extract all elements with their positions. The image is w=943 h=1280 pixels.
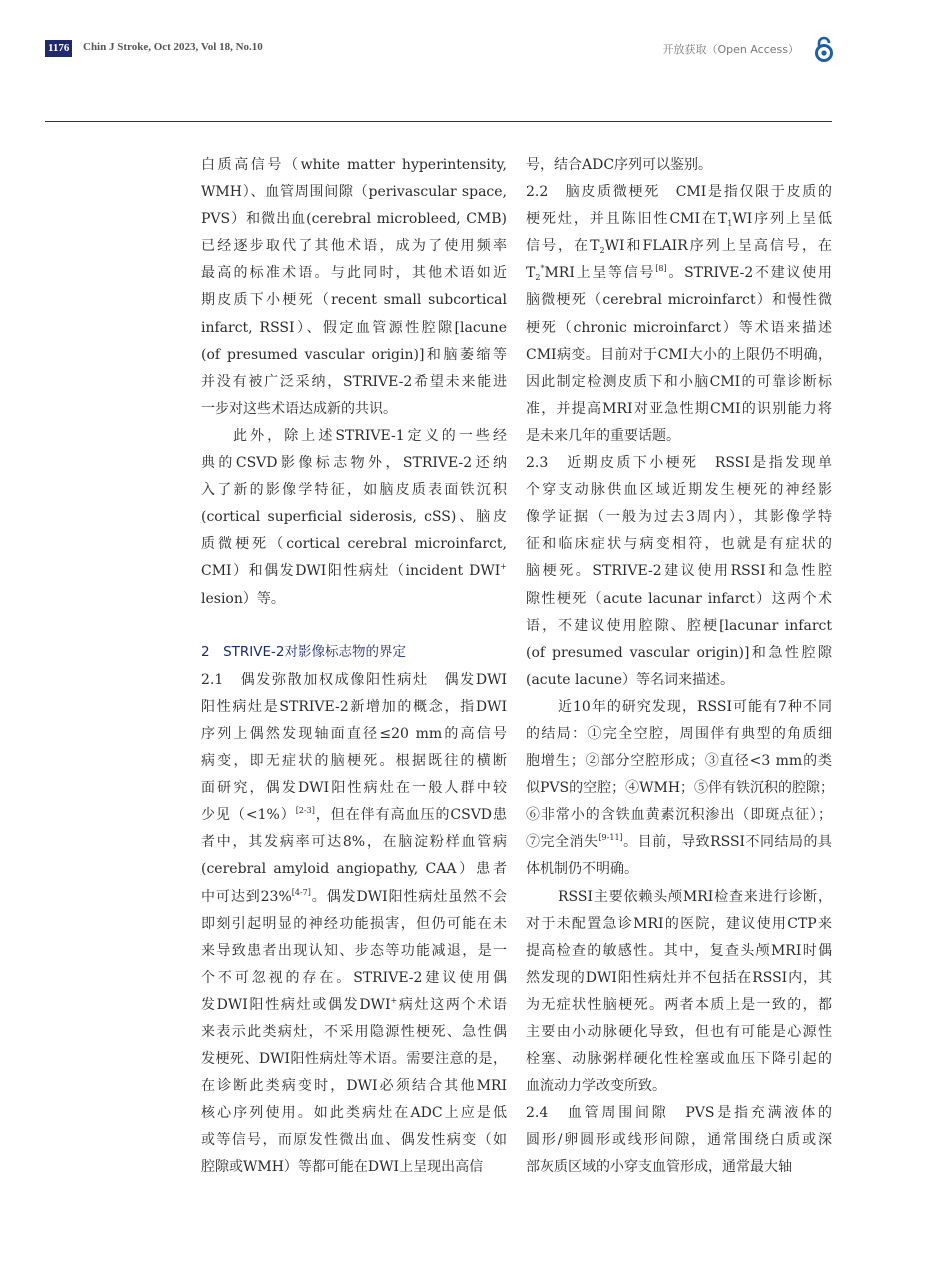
journal-citation: Chin J Stroke, Oct 2023, Vol 18, No.10	[83, 41, 263, 53]
text-line	[201, 369, 507, 396]
text-run: infarct, RSSI）、假定血管源性腔隙[lacune	[201, 319, 507, 336]
text-line	[526, 1073, 832, 1100]
text-run: 然发现的DWI阳性病灶并不包括在RSSI内，其	[526, 969, 832, 986]
text-run: 体机制仍不明确。	[526, 861, 638, 878]
text-line	[526, 152, 832, 179]
text-line	[201, 423, 507, 450]
text-line	[201, 856, 507, 883]
text-run: 似PVS的空腔；④WMH；⑤伴有铁沉积的腔隙；	[526, 780, 835, 797]
text-run: CMI）和偶发DWI阳性病灶（incident DWI	[201, 563, 501, 580]
text-line	[526, 287, 832, 314]
text-line	[526, 1127, 832, 1154]
text-run: 对于未配置急诊MRI的医院，建议使用CTP来	[526, 915, 832, 932]
text-line	[201, 287, 507, 314]
text-run: 来表示此类病灶，不采用隐源性梗死、急性偶	[201, 1024, 507, 1040]
text-run: 准，并提高MRI对亚急性期CMI的识别能力将	[526, 400, 832, 417]
text-run: 白质高信号（white matter hyperintensity,	[201, 157, 507, 173]
text-run: 因此制定检测皮质下和小脑CMI的可靠诊断标	[526, 373, 832, 390]
text-run: 阳性病灶是STRIVE-2新增加的概念，指DWI	[201, 698, 507, 715]
text-run: (of presumed vascular origin)]和脑萎缩等	[201, 346, 507, 363]
text-line	[201, 1046, 507, 1073]
text-run: 或等信号，而原发性微出血、偶发性病变（如	[201, 1132, 507, 1149]
text-run: CMI病变。目前对于CMI大小的上限仍不明确，	[526, 346, 832, 363]
text-run: ⑦完全消失	[526, 834, 599, 851]
text-run: 提高检查的敏感性。其中，复查头颅MRI时偶	[526, 942, 832, 959]
text-line	[526, 531, 832, 558]
text-line	[526, 694, 832, 721]
text-line	[201, 1127, 507, 1154]
text-run: MRI上呈等信号	[544, 265, 656, 282]
text-line	[201, 260, 507, 287]
text-line	[526, 856, 832, 883]
text-line	[201, 694, 507, 721]
text-run: 已经逐步取代了其他术语，成为了使用频率	[201, 238, 507, 255]
text-line	[526, 369, 832, 396]
superscript: [4-7]	[291, 887, 311, 897]
open-access-label: 开放获取（Open Access）	[662, 43, 799, 56]
text-line	[201, 1073, 507, 1100]
open-access-lock-icon	[813, 36, 835, 62]
text-run: 序列上偶然发现轴面直径≤20 mm的高信号	[201, 725, 507, 742]
page-header	[45, 36, 835, 62]
text-line	[526, 1046, 832, 1073]
superscript: [9-11]	[598, 833, 623, 843]
text-line	[201, 558, 507, 585]
text-run: 部灰质区域的小穿支血管形成，通常最大轴	[526, 1159, 792, 1176]
text-line	[201, 179, 507, 206]
text-run: 发梗死、DWI阳性病灶等术语。需要注意的是，	[201, 1051, 507, 1068]
paragraph-gap	[201, 613, 507, 640]
text-run: 号，结合ADC序列可以鉴别。	[526, 157, 713, 173]
text-line	[526, 1100, 832, 1127]
text-line	[526, 260, 832, 287]
text-run: 核心序列使用。如此类病灶在ADC上应是低	[201, 1105, 507, 1122]
text-line	[526, 586, 832, 613]
text-run: 入了新的影像学特征，如脑皮质表面铁沉积	[201, 482, 507, 499]
text-line	[201, 667, 507, 694]
text-run: 并没有被广泛采纳，STRIVE-2希望未来能进	[201, 373, 507, 390]
text-line	[201, 965, 507, 992]
text-run: 在诊断此类病变时，DWI必须结合其他MRI	[201, 1078, 507, 1095]
text-line	[526, 775, 835, 802]
text-run: 隙性梗死（acute lacunar infarct）这两个术	[526, 590, 832, 607]
text-line	[526, 613, 832, 640]
text-line	[526, 965, 832, 992]
text-run: 个不可忽视的存在。STRIVE-2建议使用偶	[201, 969, 507, 986]
text-line	[526, 233, 832, 260]
text-run: 脑微梗死（cerebral microinfarct）和慢性微	[526, 292, 832, 309]
text-run: 。目前，导致RSSI不同结局的具	[622, 834, 832, 851]
text-run: 梗死灶，并且陈旧性CMI在T	[526, 211, 728, 228]
text-run: WMH）、血管周围间隙（perivascular space,	[201, 184, 507, 201]
text-line	[526, 748, 832, 775]
text-line	[201, 233, 507, 260]
text-run: 为无症状性脑梗死。两者本质上是一致的，都	[526, 996, 832, 1013]
text-line	[201, 342, 507, 369]
text-run: (cerebral amyloid angiopathy, CAA）患者	[201, 861, 507, 878]
text-line	[201, 992, 507, 1019]
superscript: +	[390, 995, 398, 1005]
text-line	[526, 884, 832, 911]
text-line	[526, 477, 832, 504]
right-text-column	[526, 152, 835, 1182]
text-run: 的结局：①完全空腔，周围伴有典型的角质细	[526, 725, 832, 742]
text-run: 即刻引起明显的神经功能损害，但仍可能在未	[201, 915, 507, 932]
text-line	[526, 206, 832, 233]
text-line	[201, 396, 507, 423]
text-line	[201, 884, 507, 911]
text-line	[526, 558, 832, 585]
text-run: 个穿支动脉供血区域近期发生梗死的神经影	[526, 482, 832, 499]
text-run: WI和FLAIR序列上呈高信号，在	[604, 238, 832, 255]
subscript: 2	[535, 273, 541, 283]
text-run: 信号，在T	[526, 238, 600, 255]
text-run: WI序列上呈低	[732, 211, 833, 228]
text-run: lesion）等。	[201, 590, 285, 607]
text-line	[201, 938, 507, 965]
text-run: T	[526, 265, 536, 282]
text-line	[201, 1019, 507, 1046]
text-run: 来导致患者出现认知、步态等功能减退，是一	[201, 942, 507, 959]
text-run: 典的CSVD影像标志物外，STRIVE-2还纳	[201, 455, 507, 472]
text-line	[201, 152, 507, 179]
text-run: 脑梗死。STRIVE-2建议使用RSSI和急性腔	[526, 563, 832, 580]
text-run: 2.1 偶发弥散加权成像阳性病灶 偶发DWI	[201, 671, 507, 688]
text-run: 。STRIVE-2不建议使用	[666, 265, 832, 282]
text-run: 。偶发DWI阳性病灶虽然不会	[310, 888, 507, 905]
text-line	[526, 721, 832, 748]
text-line	[526, 342, 832, 369]
text-line	[201, 586, 507, 613]
text-run: 者中，其发病率可达8%，在脑淀粉样血管病	[201, 834, 507, 851]
text-line	[201, 829, 507, 856]
text-line	[526, 423, 832, 450]
text-run: 中可达到23%	[201, 888, 292, 905]
text-line	[201, 531, 507, 558]
subscript: 2	[599, 246, 605, 256]
superscript: [2-3]	[295, 806, 315, 816]
text-run: 病灶这两个术语	[397, 996, 507, 1013]
text-run: (acute lacune）等名词来描述。	[526, 671, 735, 688]
text-run: 2.4 血管周围间隙 PVS是指充满液体的	[526, 1105, 832, 1122]
text-line	[201, 748, 507, 775]
text-line	[526, 640, 832, 667]
text-line	[201, 911, 507, 938]
superscript: *	[540, 264, 545, 274]
text-line	[201, 206, 507, 233]
text-line	[526, 802, 832, 829]
text-line	[201, 1100, 507, 1127]
text-line	[526, 315, 832, 342]
text-run: 胞增生；②部分空腔形成；③直径<3 mm的类	[526, 753, 832, 770]
text-run: 近10年的研究发现，RSSI可能有7种不同	[558, 698, 832, 715]
text-run: 发DWI阳性病灶或偶发DWI	[201, 996, 391, 1013]
text-run: 最高的标准术语。与此同时，其他术语如近	[201, 265, 507, 282]
page-number: 1176	[45, 40, 72, 57]
text-run: 征和临床症状与病变相符，也就是有症状的	[526, 536, 832, 553]
text-line	[526, 504, 832, 531]
text-run: 梗死（chronic microinfarct）等术语来描述	[526, 319, 832, 336]
text-line	[526, 938, 832, 965]
text-run: 期皮质下小梗死（recent small subcortical	[201, 292, 507, 309]
text-run: 此外，除上述STRIVE-1定义的一些经	[233, 427, 507, 444]
text-line	[526, 667, 832, 694]
text-run: 圆形/卵圆形或线形间隙，通常围绕白质或深	[526, 1132, 832, 1149]
text-line	[526, 1019, 832, 1046]
text-run: 栓塞、动脉粥样硬化性栓塞或血压下降引起的	[526, 1051, 832, 1068]
text-line	[201, 477, 507, 504]
text-run: 病变，即无症状的脑梗死。根据既往的横断	[201, 753, 507, 770]
superscript: +	[500, 562, 507, 572]
text-run: 主要由小动脉硬化导致，但也有可能是心源性	[526, 1024, 832, 1040]
superscript: [8]	[655, 264, 667, 274]
header-divider	[45, 121, 832, 122]
text-line	[526, 992, 832, 1019]
text-run: 2 STRIVE-2对影像标志物的界定	[201, 643, 406, 660]
text-run: ⑥非常小的含铁血黄素沉积渗出（即斑点征）；	[526, 807, 832, 824]
text-line	[526, 179, 832, 206]
text-run: 是未来几年的重要话题。	[526, 427, 680, 444]
text-line	[201, 802, 507, 829]
text-line	[526, 911, 832, 938]
text-run: (cortical superficial siderosis, cSS)、脑皮	[201, 509, 507, 526]
text-line	[201, 504, 507, 531]
text-run: 腔隙或WMH）等都可能在DWI上呈现出高信	[201, 1159, 484, 1176]
text-run: PVS）和微出血(cerebral microbleed, CMB)	[201, 211, 507, 228]
text-line	[526, 450, 832, 477]
text-line	[201, 775, 507, 802]
text-line	[201, 315, 507, 342]
text-line	[526, 396, 832, 423]
section-heading	[201, 640, 507, 667]
text-run: 少见（<1%）	[201, 807, 296, 824]
text-run: 一步对这些术语达成新的共识。	[201, 400, 397, 417]
text-line	[201, 1154, 507, 1181]
text-run: 像学证据（一般为过去3周内），其影像学特	[526, 509, 832, 526]
text-run: 语，不建议使用腔隙、腔梗[lacunar infarct	[526, 617, 832, 634]
text-line	[526, 829, 832, 856]
text-run: 血流动力学改变所致。	[526, 1078, 666, 1095]
subscript: 1	[727, 219, 733, 229]
text-run: RSSI主要依赖头颅MRI检查来进行诊断，	[558, 888, 832, 905]
text-run: (of presumed vascular origin)]和急性腔隙	[526, 644, 832, 661]
text-run: 2.2 脑皮质微梗死 CMI是指仅限于皮质的	[526, 184, 832, 201]
text-run: 2.3 近期皮质下小梗死 RSSI是指发现单	[526, 455, 832, 472]
text-line	[526, 1154, 832, 1181]
text-line	[201, 721, 507, 748]
text-line	[201, 450, 507, 477]
left-text-column	[201, 152, 507, 1182]
text-run: 面研究，偶发DWI阳性病灶在一般人群中较	[201, 780, 507, 797]
text-run: ，但在伴有高血压的CSVD患	[314, 807, 507, 824]
text-run: 质微梗死（cortical cerebral microinfarct,	[201, 536, 507, 553]
